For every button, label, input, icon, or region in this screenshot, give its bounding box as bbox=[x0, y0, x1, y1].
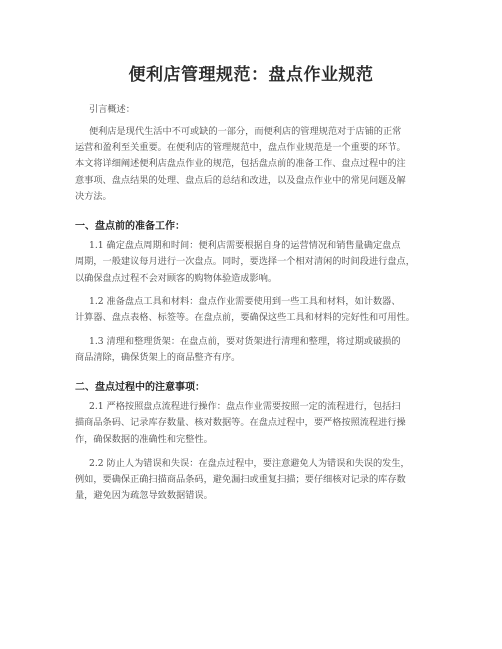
paragraph-line: 例如，要确保正确扫描商品条码，避免漏扫或重复扫描；要仔细核对记录的库存数 bbox=[75, 474, 406, 485]
paragraph-line: 2.2 防止人为错误和失误：在盘点过程中，要注意避免人为错误和失误的发生， bbox=[89, 458, 410, 469]
paragraph-line: 计算器、盘点表格、标签等。在盘点前，要确保这些工具和材料的完好性和可用性。 bbox=[75, 312, 415, 323]
section-heading: 一、盘点前的准备工作： bbox=[75, 221, 185, 232]
paragraph-line: 作，确保数据的准确性和完整性。 bbox=[75, 434, 213, 445]
paragraph-line: 1.1 确定盘点周期和时间：便利店需要根据自身的运营情况和销售量确定盘点 bbox=[89, 240, 401, 251]
intro-line: 意事项、盘点结果的处理、盘点后的总结和改进，以及盘点作业中的常见问题及解 bbox=[75, 175, 406, 186]
intro-line: 决方法。 bbox=[75, 191, 112, 202]
paragraph-line: 量，避免因为疏忽导致数据错误。 bbox=[75, 490, 213, 501]
paragraph-line: 描商品条码、记录库存数量、核对数据等。在盘点过程中，要严格按照流程进行操 bbox=[75, 417, 406, 428]
paragraph-line: 1.3 清理和整理货架：在盘点前，要对货架进行清理和整理，将过期或破损的 bbox=[89, 336, 401, 347]
intro-label: 引言概述： bbox=[89, 104, 135, 115]
intro-line: 运营和盈利至关重要。在便利店的管理规范中，盘点作业规范是一个重要的环节。 bbox=[75, 142, 406, 153]
intro-line: 便利店是现代生活中不可或缺的一部分，而便利店的管理规范对于店铺的正常 bbox=[89, 126, 402, 137]
paragraph-line: 商品清除，确保货架上的商品整齐有序。 bbox=[75, 352, 241, 363]
document-title: 便利店管理规范：盘点作业规范 bbox=[128, 65, 374, 85]
section-heading: 二、盘点过程中的注意事项： bbox=[75, 382, 205, 393]
intro-line: 本文将详细阐述便利店盘点作业的规范，包括盘点前的准备工作、盘点过程中的注 bbox=[75, 158, 406, 169]
paragraph-line: 1.2 准备盘点工具和材料：盘点作业需要使用到一些工具和材料，如计数器、 bbox=[89, 296, 401, 307]
paragraph-line: 以确保盘点过程不会对顾客的购物体验造成影响。 bbox=[75, 273, 278, 284]
paragraph-line: 2.1 严格按照盘点流程进行操作：盘点作业需要按照一定的流程进行，包括扫 bbox=[89, 401, 401, 412]
paragraph-line: 周期，一般建议每月进行一次盘点。同时，要选择一个相对清闲的时间段进行盘点， bbox=[75, 256, 415, 267]
